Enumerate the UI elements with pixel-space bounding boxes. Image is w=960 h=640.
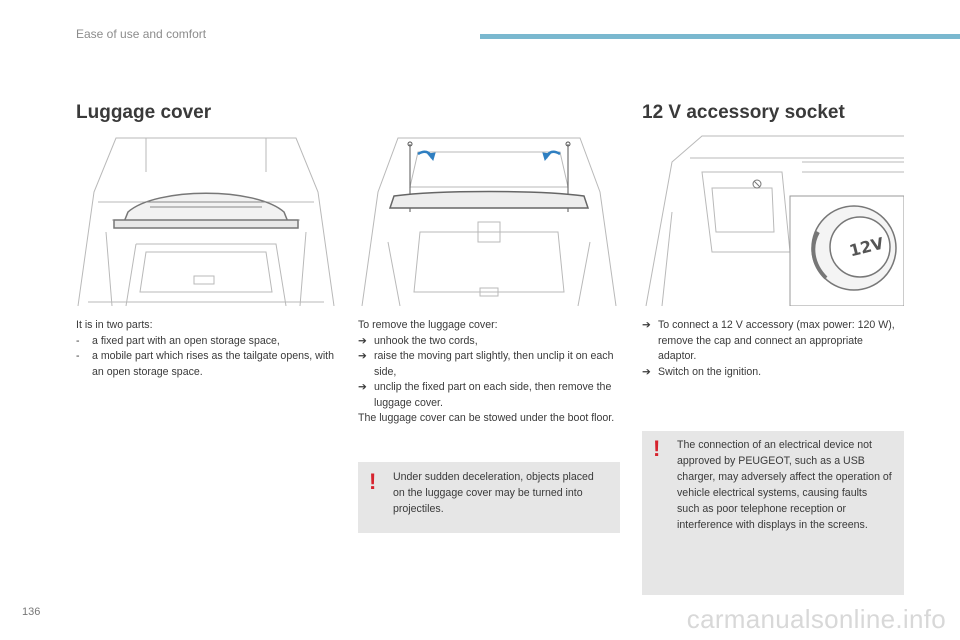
luggage-cover-removal-illustration (358, 132, 620, 306)
list-item-text: unclip the fixed part on each side, then remove the luggage cover. (374, 381, 612, 409)
list-item (642, 318, 904, 365)
luggage-cover-description (76, 318, 338, 380)
accessory-socket-steps (642, 318, 904, 380)
list-item-text: Switch on the ignition. (658, 365, 762, 378)
luggage-warning-box (358, 462, 620, 533)
removal-intro: To remove the luggage cover: (358, 319, 498, 331)
warning-text: Under sudden deceleration, objects placed on the luggage cover may be turned into projectiles. (393, 471, 594, 515)
socket-12v-label: 12V (847, 233, 886, 261)
accessory-socket-heading: 12 V accessory socket (642, 102, 845, 123)
list-item (358, 380, 620, 411)
list-item (358, 349, 620, 380)
list-item-text: raise the moving part slightly, then unclip it on each side, (374, 350, 614, 378)
list-item (358, 334, 620, 350)
parts-intro: It is in two parts: (76, 319, 153, 331)
list-item (642, 365, 904, 381)
list-item-text: unhook the two cords, (374, 334, 478, 347)
stow-note: The luggage cover can be stowed under the boot floor. (358, 412, 615, 424)
bullet-arrow-icon: ➔ (642, 319, 651, 331)
accessory-socket-illustration (642, 132, 904, 306)
watermark: carmanualsonline.info (686, 604, 946, 634)
warning-text: The connection of an electrical device not approved by PEUGEOT, such as a USB charger, may adversely affect the operation of vehicle electrical systems, causing faults such as poor telephone reception or interference with displays in the screens. (677, 439, 892, 531)
warning-icon: ! (653, 436, 661, 461)
bullet-arrow-icon: ➔ (642, 365, 651, 378)
page-number: 136 (22, 606, 41, 618)
section-title: Ease of use and comfort (76, 27, 207, 41)
list-item (76, 349, 338, 380)
list-item (76, 334, 338, 350)
luggage-cover-fixed-illustration (76, 132, 336, 306)
luggage-cover-removal-steps (358, 318, 620, 427)
socket-warning-box (642, 431, 904, 595)
list-item-text: To connect a 12 V accessory (max power: 120 W), remove the cap and connect an appropriate adaptor. (658, 319, 895, 362)
warning-icon: ! (369, 469, 377, 494)
list-item-text: a fixed part with an open storage space, (92, 334, 280, 347)
luggage-cover-heading: Luggage cover (76, 102, 212, 123)
dash-marker: - (76, 334, 80, 347)
bullet-arrow-icon: ➔ (358, 381, 367, 393)
header-accent-bar (480, 34, 960, 39)
bullet-arrow-icon: ➔ (358, 334, 367, 347)
list-item-text: a mobile part which rises as the tailgate opens, with an open storage space. (92, 350, 335, 378)
bullet-arrow-icon: ➔ (358, 350, 367, 362)
dash-marker: - (76, 350, 80, 362)
